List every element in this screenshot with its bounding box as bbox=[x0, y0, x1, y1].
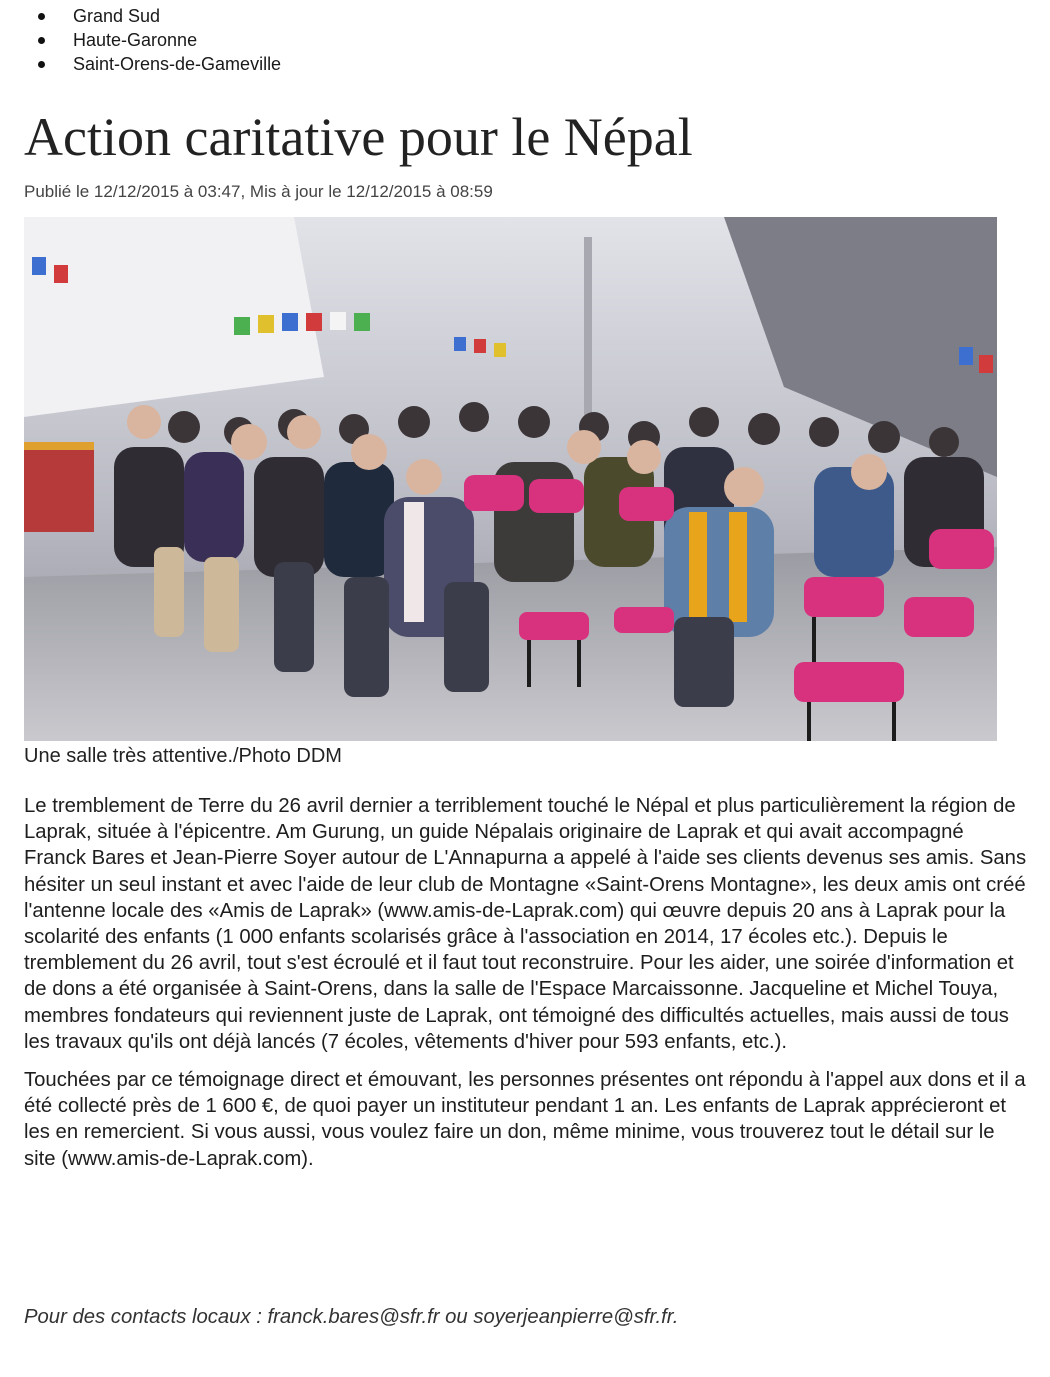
breadcrumb-item[interactable]: Grand Sud bbox=[0, 4, 281, 28]
contact-line: Pour des contacts locaux : franck.bares@sfr.fr ou soyerjeanpierre@sfr.fr. bbox=[24, 1306, 679, 1328]
article-paragraph: Le tremblement de Terre du 26 avril dernier a terriblement touché le Népal et plus particulièrement la région de Laprak, située à l'épicentre. Am Gurung, un guide Népalais originaire de Laprak et qui avait accompagné Franck Bares et Jean-Pierre Soyer autour de L'Annapurna a appelé à l'aide ses clients devenus ses amis. Sans hésiter un seul instant et avec l'aide de leur club de Montagne «Saint-Orens Montagne», les deux amis ont créé l'antenne locale des «Amis de Laprak» (www.amis-de-Laprak.com) qui œuvre depuis 20 ans à Laprak pour la scolarité des enfants (1 000 enfants scolarisés grâce à l'association en 2014, 17 écoles etc.). Depuis le tremblement du 26 avril, tout s'est écroulé et il faut tout reconstruire. Pour les aider, une soirée d'information et de dons a été organisée à Saint-Orens, dans la salle de l'Espace Marcaissonne. Jacqueline et Michel Touya, membres fondateurs qui reviennent juste de Laprak, ont témoigné des difficultés actuelles, mais aussi de tous les travaux qu'ils ont déjà lancés (7 écoles, vêtements d'hiver pour 593 enfants, etc.). bbox=[24, 795, 1027, 1053]
article-title: Action caritative pour le Népal bbox=[24, 107, 693, 167]
article-paragraph: Touchées par ce témoignage direct et émouvant, les personnes présentes ont répondu à l'appel aux dons et il a été collecté près de 1 600 €, de quoi payer un instituteur pendant 1 an. Les enfants de Laprak apprécieront et les en remercient. Si vous aussi, vous voulez faire un don, même minime, vous trouverez tout le détail sur le site (www.amis-de-Laprak.com). bbox=[24, 1069, 1026, 1170]
breadcrumb-item[interactable]: Saint-Orens-de-Gameville bbox=[0, 52, 281, 76]
article-photo bbox=[24, 217, 997, 741]
article-body bbox=[24, 793, 1028, 1184]
breadcrumb bbox=[0, 4, 281, 76]
publication-date: Publié le 12/12/2015 à 03:47, Mis à jour le 12/12/2015 à 08:59 bbox=[24, 182, 493, 201]
breadcrumb-item[interactable]: Haute-Garonne bbox=[0, 28, 281, 52]
photo-caption: Une salle très attentive./Photo DDM bbox=[24, 745, 342, 767]
